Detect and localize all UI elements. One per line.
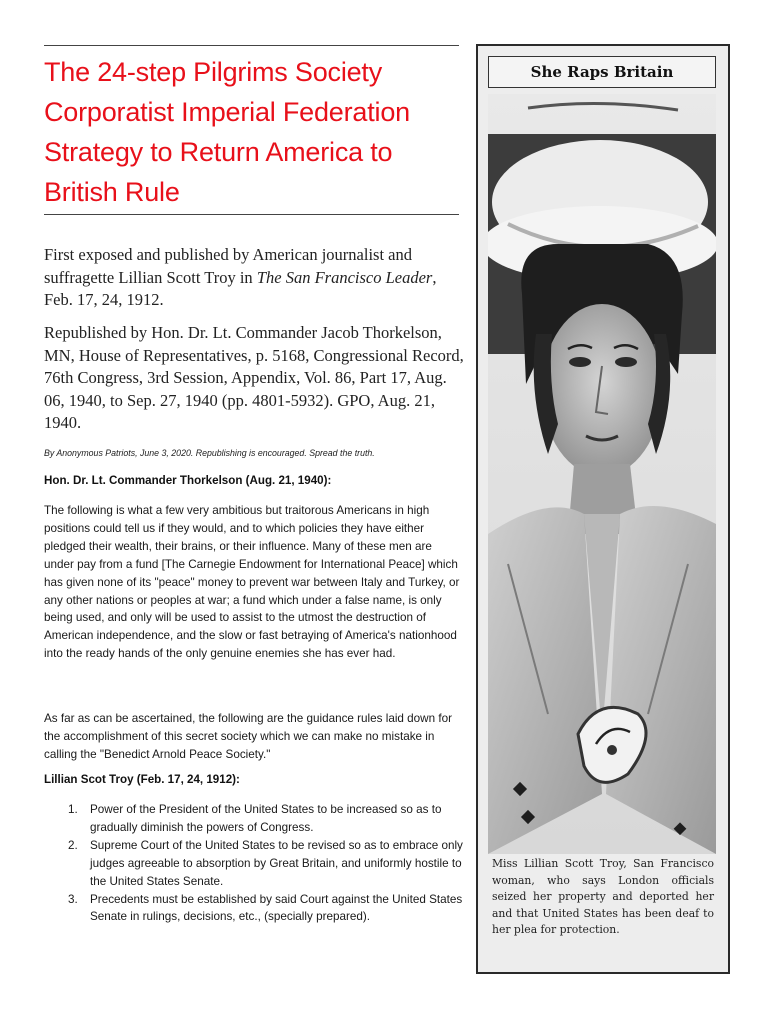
list-item-number: 2. bbox=[68, 838, 78, 852]
intro-republished: Republished by Hon. Dr. Lt. Commander Jacob Thorkelson, MN, House of Representatives, p. 5168, Congressional Record, 76th Congress, 3rd Session, Appendix, Vol. 86, Part 17, Aug. 06, 1940, to Sep. 27, 1940 (pp. 4801-5932). GPO, Aug. 21, 1940. bbox=[44, 323, 464, 432]
paragraph-thorkelson-statement: The following is what a few very ambitious but traitorous Americans in high positions could tell us if they would, and to which policies they have either pledged their wealth, their brains, or their influence. Many of these men are under pay from a fund [The Carnegie Endowment for International Peace] which has given none of its "peace" money to prevent war between Italy and Turkey, or any other nations or peoples at war; a fund which under a false name, is only being used, and only will be used to assist to the utmost the destruction of American independence, and the slow or fast betraying of America's nationhood into the ready hands of the only genuine enemies she has ever had. bbox=[44, 504, 460, 661]
intro-text-a: First exposed and published by American journalist and suffragette Lillian Scott Troy in bbox=[44, 245, 412, 287]
portrait-photo bbox=[488, 94, 716, 854]
list-item bbox=[44, 837, 464, 891]
guidance-rules-list bbox=[44, 801, 464, 926]
list-item bbox=[44, 801, 464, 837]
list-item-number: 1. bbox=[68, 803, 78, 816]
clipping-headline-box bbox=[488, 56, 716, 88]
document-title: The 24-step Pilgrims Society Corporatist Imperial Federation Strategy to Return America to British Rule bbox=[44, 57, 410, 207]
section-heading-thorkelson: Hon. Dr. Lt. Commander Thorkelson (Aug. 21, 1940): bbox=[44, 474, 332, 487]
list-item-text: Power of the President of the United States to be increased so as to gradually diminish the powers of Congress. bbox=[90, 803, 442, 834]
title-top-rule bbox=[44, 45, 459, 46]
newspaper-name: The San Francisco Leader bbox=[256, 267, 433, 287]
byline: By Anonymous Patriots, June 3, 2020. Republishing is encouraged. Spread the truth. bbox=[44, 448, 375, 458]
newspaper-clipping bbox=[476, 44, 730, 974]
intro-text-b: , Feb. 17, 24, 1912. bbox=[44, 267, 437, 309]
list-item-text: Precedents must be established by said Court against the United States Senate in rulings, decisions, etc., (specially prepared). bbox=[90, 892, 463, 924]
list-item-text: Supreme Court of the United States to be revised so as to embrace only judges agreeable to absorption by Great Britain, and uniformly hostile to the United States Senate. bbox=[90, 838, 463, 888]
intro-first-published bbox=[44, 244, 464, 312]
section-heading-troy: Lillian Scot Troy (Feb. 17, 24, 1912): bbox=[44, 773, 240, 786]
clipping-headline: She Raps Britain bbox=[530, 63, 674, 81]
paragraph-guidance-rules-intro: As far as can be ascertained, the following are the guidance rules laid down for the accomplishment of this secret society which we can make no mistake in calling the "Benedict Arnold Peace Society." bbox=[44, 712, 453, 761]
list-item bbox=[44, 891, 464, 927]
clipping-caption: Miss Lillian Scott Troy, San Francisco woman, who says London officials seized her property and deported her and that United States has been deaf to her plea for protection. bbox=[492, 857, 714, 936]
list-item-number: 3. bbox=[68, 892, 78, 906]
title-bottom-rule bbox=[44, 214, 459, 215]
